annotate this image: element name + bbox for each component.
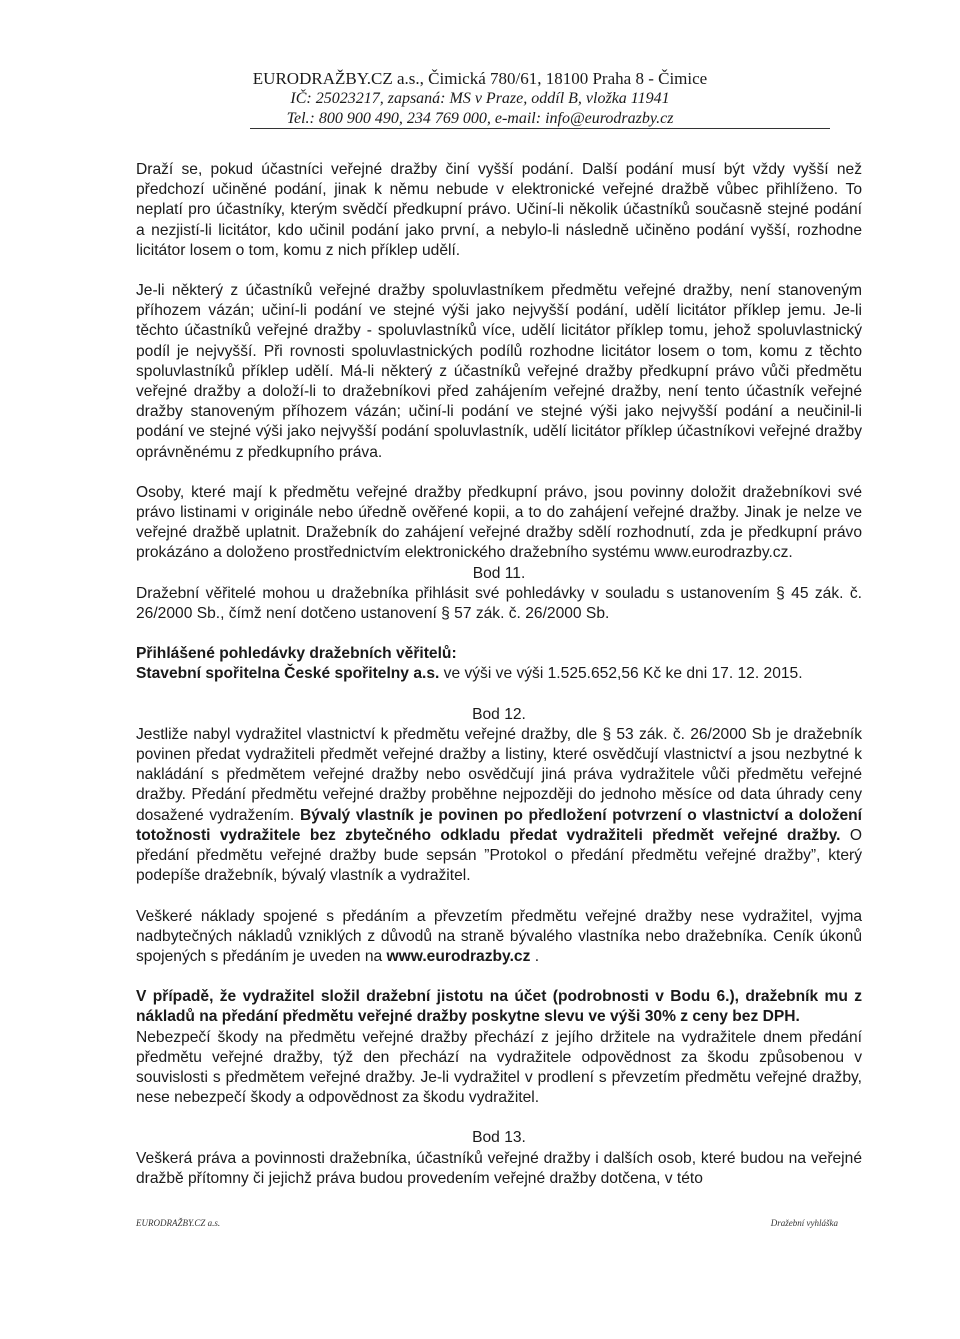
company-registration: IČ: 25023217, zapsaná: MS v Praze, oddíl B, vložka 11941 bbox=[290, 90, 670, 107]
claims-block bbox=[136, 644, 862, 684]
company-address: EURODRAŽBY.CZ a.s., Čimická 780/61, 18100 Praha 8 - Čimice bbox=[252, 69, 708, 88]
costs-text: Veškeré náklady spojené s předáním a převzetím předmětu veřejné dražby nese vydražitel, vyjma nadbytečných nákladů vzniklých z důvodů na straně bývalého vlastníka nebo dražebníka. Ceník úkonů spojených s předáním je uveden na bbox=[136, 907, 862, 965]
website-link: www.eurodrazby.cz bbox=[386, 947, 531, 965]
paragraph-discount bbox=[136, 987, 862, 1027]
claims-title: Přihlášené pohledávky dražebních věřitelů: bbox=[136, 645, 457, 663]
handover-protocol: O předání předmětu veřejné dražby bude sepsán ”Protokol o předání předmětu veřejné dražby”, který podepíše dražebník, bývalý vlastník a vydražitel. bbox=[136, 826, 863, 885]
handover-obligation: Bývalý vlastník je povinen po předložení potvrzení o vlastnictví a doložení totožnosti vydražitele bez zbytečného odkladu předat vydražiteli předmět veřejné dražby. bbox=[136, 806, 862, 844]
section-heading-bod-12: Bod 12. bbox=[472, 705, 526, 723]
paragraph-creditor-claims: Dražební věřitelé mohou u dražebníka přihlásit své pohledávky v souladu s ustanovením § 45 zák. č. 26/2000 Sb., čímž není dotčeno ustanovení § 57 zák. č. 26/2000 Sb. bbox=[136, 584, 862, 623]
letterhead bbox=[0, 68, 960, 129]
document-body bbox=[136, 160, 862, 1189]
paragraph-preemption-right: Osoby, které mají k předmětu veřejné dražby předkupní právo, jsou povinny doložit dražebníkovi své právo listinami v originále nebo úředně ověřené kopii, a to do zahájení veřejné dražby. Jinak je nelze ve veřejné dražbě uplatnit. Dražebník do zahájení veřejné dražby sdělí rozhodnutí, zda je předkupní právo prokázáno a doloženo prostřednictvím elektronického dražebního systému www.eurodrazby.cz. bbox=[136, 483, 862, 562]
paragraph-damage-risk: Nebezpečí škody na předmětu veřejné dražby přechází z jejího držitele na vydražitele dnem předání předmětu veřejné dražby, týž den přechází na vydražitele odpovědnost za škodu způsobenou v souvislosti s předmětem veřejné dražby. Je-li vydražitel v prodlení s převzetím předmětu veřejné dražby, nese nebezpečí škody a odpovědnost za škodu vydražitel. bbox=[136, 1028, 862, 1107]
paragraph-bidding-rules: Draží se, pokud účastníci veřejné dražby činí vyšší podání. Další podání musí být vždy vyšší než předchozí učiněné podání, jinak k němu nebude v elektronické veřejné dražbě vůbec přihlíženo. To neplatí pro účastníky, kterým svědčí předkupní právo. Učiní-li několik účastníků současně stejné podání a nezjistí-li licitátor, kdo učinil podání jako první, a nebylo-li následně učiněno podání vyšší, rozhodne licitátor losem o tom, komu z nich příklep udělí. bbox=[136, 161, 862, 259]
discount-text: V případě, že vydražitel složil dražební jistotu na účet (podrobnosti v Bodu 6.), dražebník mu z nákladů na předání předmětu veřejné dražby poskytne slevu ve výši 30% z ceny bez DPH. bbox=[136, 988, 862, 1026]
footer-document-title: Dražební vyhláška bbox=[770, 1218, 838, 1228]
paragraph-coowner-rules: Je-li některý z účastníků veřejné dražby spoluvlastníkem předmětu veřejné dražby, není stanoveným příhozem vázán; učiní-li podání ve stejné výši jako nejvyšší podání, udělí licitátor příklep jemu. Je-li těchto účastníků veřejné dražby - spoluvlastníků více, udělí licitátor příklep tomu, jehož spoluvlastnický podíl je nejvyšší. Při rovnosti spoluvlastnických podílů rozhodne licitátor losem o tom, komu z těchto spoluvlastníků příklep udělí. Má-li některý z účastníků veřejné dražby předkupní právo vůči předmětu veřejné dražby a doloží-li to dražebníkovi před zahájením veřejné dražby, není tento účastník veřejné dražby stanoveným příhozem vázán; učiní-li podání ve stejné výši jako nejvyšší podání a neučinil-li podání ve stejné výši jako nejvyšší podání spoluvlastník, udělí licitátor příklep účastníkovi veřejné dražby oprávněnému z předkupního práva. bbox=[136, 282, 862, 461]
section-heading-bod-11: Bod 11. bbox=[472, 564, 526, 582]
footer-company: EURODRAŽBY.CZ a.s. bbox=[136, 1218, 221, 1228]
company-contact: Tel.: 800 900 490, 234 769 000, e-mail: info@eurodrazby.cz bbox=[286, 110, 674, 127]
claim-amount: ve výši ve výši 1.525.652,56 Kč ke dni 17. 12. 2015. bbox=[439, 665, 803, 683]
paragraph-rights-obligations: Veškerá práva a povinnosti dražebníka, účastníků veřejné dražby i dalších osob, které budou na veřejné dražbě přítomny či jejichž práva budou provedením veřejné dražby dotčena, v této bbox=[136, 1149, 862, 1187]
claim-creditor-name: Stavební spořitelna České spořitelny a.s. bbox=[136, 665, 440, 683]
costs-end: . bbox=[530, 947, 540, 965]
header-divider bbox=[250, 128, 830, 129]
section-heading-bod-13: Bod 13. bbox=[472, 1129, 526, 1147]
paragraph-handover bbox=[136, 725, 862, 887]
paragraph-costs bbox=[136, 907, 862, 968]
handover-text: Jestliže nabyl vydražitel vlastnictví k předmětu veřejné dražby, dle § 53 zák. č. 26/2000 Sb je dražebník povinen předat vydražiteli předmět veřejné dražby a listiny, které osvědčují vlastnictví a jsou nezbytné k nakládání s předmětem veřejné dražby nebo osvědčují jiná práva vydražitele vůči předmětu veřejné dražby. Předání předmětu veřejné dražby proběhne nejpozději do jednoho měsíce od data úhrady ceny dosažené vydražením. bbox=[136, 725, 862, 824]
